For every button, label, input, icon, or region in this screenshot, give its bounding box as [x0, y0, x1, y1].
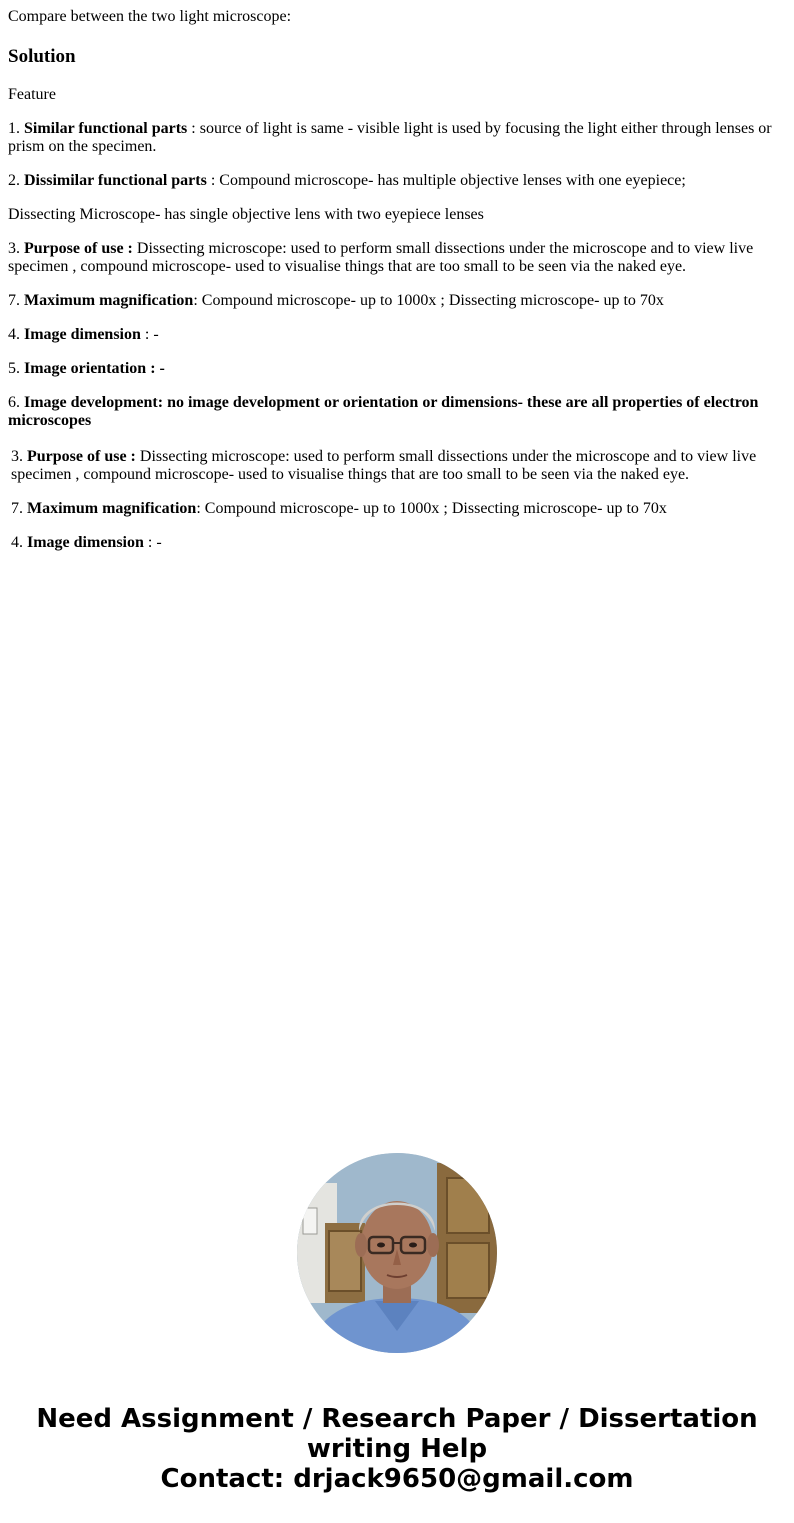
item-image-dimension	[11, 534, 786, 552]
item-text: : -	[140, 326, 159, 343]
item-text: : source of light is same - visible light is used by focusing the light either through lenses or prism on the specimen.	[8, 120, 772, 155]
item-title: Purpose of use :	[24, 240, 133, 257]
item-text: Dissecting microscope: used to perform small dissections under the microscope and to view live specimen , compound microscope- used to visualise things that are too small to be seen via the naked eye.	[11, 448, 757, 483]
item-text: : Compound microscope- up to 1000x ; Dissecting microscope- up to 70x	[193, 292, 664, 309]
item-number: 4.	[8, 326, 20, 343]
item-maximum-magnification	[8, 292, 786, 310]
item-title: Dissimilar functional parts	[24, 172, 207, 189]
item-number: 6.	[8, 394, 20, 411]
repeated-items-block	[11, 448, 786, 552]
item-purpose-of-use	[8, 240, 786, 276]
item-number: 3.	[8, 240, 20, 257]
item-number: 7.	[11, 500, 23, 517]
item-number: 2.	[8, 172, 20, 189]
item-image-dimension	[8, 326, 786, 344]
item-number: 5.	[8, 360, 20, 377]
item-text: : Compound microscope- up to 1000x ; Dissecting microscope- up to 70x	[196, 500, 667, 517]
item-purpose-of-use	[11, 448, 786, 484]
answer-content	[8, 8, 786, 430]
item-text: : -	[143, 534, 162, 551]
item-image-development	[8, 394, 786, 430]
footer-line: writing Help	[306, 1434, 488, 1464]
footer-contact-email: Contact: drjack9650@gmail.com	[160, 1464, 634, 1494]
solution-heading: Solution	[8, 46, 76, 67]
question-text: Compare between the two light microscope:	[8, 8, 292, 25]
item-number: 7.	[8, 292, 20, 309]
item-number: 1.	[8, 120, 20, 137]
item-title: Purpose of use :	[27, 448, 136, 465]
item-title: Similar functional parts	[24, 120, 188, 137]
item-title: Maximum magnification	[27, 500, 197, 517]
item-maximum-magnification	[11, 500, 786, 518]
item-similar-parts	[8, 120, 786, 156]
item-title: Image orientation : -	[24, 360, 165, 377]
item-number: 3.	[11, 448, 23, 465]
item-title: Image dimension	[24, 326, 141, 343]
item-title: Maximum magnification	[24, 292, 194, 309]
feature-label: Feature	[8, 86, 56, 103]
footer-contact-banner	[0, 1404, 794, 1494]
footer-line: Need Assignment / Research Paper / Dissertation	[36, 1404, 758, 1434]
dissecting-microscope-line: Dissecting Microscope- has single objective lens with two eyepiece lenses	[8, 206, 484, 223]
tutor-avatar-photo	[297, 1153, 497, 1353]
item-image-orientation	[8, 360, 786, 378]
item-title: Image development: no image development or orientation or dimensions- these are all properties of electron microscopes	[8, 394, 759, 429]
item-title: Image dimension	[27, 534, 144, 551]
item-text: : Compound microscope- has multiple objective lenses with one eyepiece;	[206, 172, 686, 189]
item-text: Dissecting microscope: used to perform small dissections under the microscope and to view live specimen , compound microscope- used to visualise things that are too small to be seen via the naked eye.	[8, 240, 754, 275]
avatar-illustration	[297, 1153, 497, 1353]
item-dissimilar-parts	[8, 172, 786, 190]
item-number: 4.	[11, 534, 23, 551]
